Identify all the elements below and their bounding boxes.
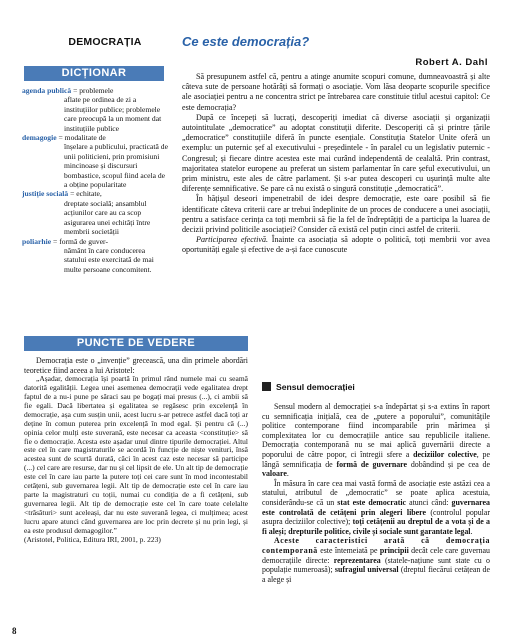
dictionary-term: demagogie bbox=[22, 133, 57, 143]
sense-text: decât cele care guvernau democrațiile directe: bbox=[262, 545, 491, 565]
sense-bold: Aceste caracteristici arată că democrația contemporană bbox=[262, 536, 490, 555]
sense-paragraph: Sensul modern al democrației s-a îndepărtat și s-a extins în raport cu semnificația inițială, cea de „putere a poporului”, comunitățile politice contemporane fiind incomparabile prin mărimea și complexitatea lor cu democrațiile antice sau republicile italiene. Democrația contemporană nu se mai aplică guvernării directe a poporului de către popor, ci întregii sfere a deciziilor colective, pe lângă semnificația de formă de guvernare dobândind și pe cea de valoare. bbox=[262, 402, 490, 479]
article-paragraph: După ce începeți să lucrați, descoperiți imediat că diverse asociații și organizații autointitulate „democratice” au adoptat constituții diferite. Descoperiți că și printre țările „democratice” constituțiile diferă în puncte esențiale. Constituția Statelor Unite oferă un exemplu: un puternic șef al executivului - președintele - în paralel cu un legislativ puternic - Congresul; și fiecare dintre acestea este mai curând independentă de cealaltă. Prin contrast, majoritatea statelor europene au preferat un sistem parlamentar în care șeful executivului, un prim ministru, este ales de către parlament. Și s-ar putea descoperi cu ușurință multe alte diferențe semnificative. Se pare că nu există o singură constituție „democratică”. bbox=[182, 112, 490, 194]
dictionary-term: justiție socială bbox=[22, 189, 69, 199]
dictionary-definition: aflate pe ordinea de zi a instituțiilor publice; problemele care preocupă la un moment dat instituțiile publice bbox=[64, 95, 162, 133]
sense-bold: toți cetățenii au dreptul de a vota și de a fi aleși; drepturile politice, civile și sociale sunt garantate legal bbox=[262, 517, 490, 536]
sense-bold: principii bbox=[379, 545, 409, 555]
sense-text: dobândind și pe cea de bbox=[407, 459, 490, 469]
dictionary-definition-start: = formă de guver- bbox=[51, 236, 108, 246]
sense-bold: guvernarea este controlată de cetățeni prin alegeri libere bbox=[262, 497, 490, 517]
sense-bold: stat este democratic bbox=[337, 497, 407, 507]
quote-text bbox=[24, 375, 248, 544]
sense-text: Sensul modern al democrației s-a îndepărtat și s-a extins în raport cu semnificația inițială, cea de „putere a poporului”, comunitățile politice contemporane fiind incomparabile prin mărimea și complexitatea lor cu democrațiile antice sau republicile italiene. Democrația contemporană nu se mai aplică guvernării directe a poporului de către popor, ci întregii sfere a bbox=[262, 402, 490, 459]
viewpoints-panel bbox=[24, 356, 248, 544]
dictionary-entry bbox=[22, 237, 168, 275]
article-title: Ce este democrația? bbox=[182, 34, 310, 49]
aristotle-quote bbox=[24, 375, 248, 544]
article-paragraph bbox=[182, 235, 490, 255]
sense-body bbox=[262, 402, 490, 584]
sense-text: atunci când: bbox=[406, 497, 452, 507]
dictionary-term: agenda publică bbox=[22, 86, 72, 95]
section-title: DEMOCRAȚIA bbox=[68, 36, 142, 48]
article-paragraph: În hățișul deseori impenetrabil de idei despre democrație, este oare posibil să fie identificate câteva criterii care ar trebui îndeplinite de un proces de conducere a unei asociații, pentru a satisface cerința ca toți membrii să fie la fel de îndreptățiți de a participa la luarea de decizii privind politicile asociației? Consider că există cel puțin cinci astfel de criterii. bbox=[182, 194, 490, 235]
quote-citation: (Aristotel, Politica, Editura IRI, 2001, p. 223) bbox=[24, 534, 161, 544]
sense-text: (dreptul fiecărui cetățean de a alege și bbox=[262, 565, 490, 584]
sense-text: (controlul popular asupra deciziilor colective); bbox=[262, 507, 490, 527]
sense-bold: sufragiul universal bbox=[334, 565, 399, 575]
dictionary-definition-start: = problemele bbox=[71, 86, 114, 95]
page-number: 8 bbox=[12, 626, 17, 636]
dictionary-definition-start: = echitate, bbox=[68, 189, 102, 199]
dictionary-definition: nământ în care conducerea statului este exercitată de mai multe persoane concomitent. bbox=[64, 245, 154, 274]
dictionary-entry bbox=[22, 133, 168, 189]
dictionary-header: DICȚIONAR bbox=[24, 66, 164, 81]
quote-body: „Așadar, democrația își poartă în primul rând numele mai cu seamă datorită egalității. Legea unei asemenea democrații vede egalitatea drept faptul de a nu-i pune pe săraci sau pe bogați mai presus (...), ci ambii să fie egali. Dacă libertatea și egalitatea se regăsesc prin excelență în democrație, așa cum susțin unii, acest lucru s-ar petrece astfel dacă toți ar deține în comun puterea prin excelență în mod egal. Și pentru că (...) opinia celor mulți este suverană, este necesar ca aceasta <constituție> să fie o democrație. Acesta este așadar unul dintre tipurile democrației. Altul este cel în care magistraturile se acordă în funcție de niște venituri, însă acestea sunt de scurtă durată, căci în acest caz este necesar să participe (...) cel care are resurse, dar nu și cel lipsit de ele. Un alt tip de democrație este cel în care iau parte la putere toți cei care sunt în mod incontestabil cetățeni, sub guvernarea legii. Alt tip de democrație este cel în care iau parte la magistraturi cu toții, numai cu condiția de a fi cetățeni, sub guvernarea legii. Alt tip de democrație este cel în care toate celelalte <trăsături> sunt aceleași, dar nu este suverană legea, ci mulțimea; acest lucru apare atunci când guvernarea are loc prin decrete și nu prin legi, și ea este produsul demagogilor.” bbox=[24, 374, 248, 535]
article-paragraph-text: Înainte ca asociația să adopte o politică, toți membrii vor avea oportunități egale și efective de a-și face cunoscute bbox=[182, 235, 490, 255]
sense-bold: reprezentarea bbox=[333, 555, 381, 565]
dictionary-definition-start: = modalitate de bbox=[56, 133, 106, 143]
dictionary-entry bbox=[22, 86, 168, 133]
article-paragraph-lead: Participarea efectivă. bbox=[196, 235, 269, 245]
square-bullet-icon bbox=[262, 382, 271, 391]
article-paragraph: Să presupunem astfel că, pentru a atinge anumite scopuri comune, dumneavoastră și alte câteva sute de persoane hotărâți să formați o asociație. Vom lăsa deoparte scopurile specifice ale asociației pentru a ne concentra strict pe întrebarea care constituie titlul acestui capitol: Ce este democrația? bbox=[182, 72, 490, 112]
sense-paragraph bbox=[262, 536, 490, 584]
sense-text: (statele-națiune sunt state cu o populație numeroasă); bbox=[262, 555, 490, 575]
dictionary-term: poliarhie bbox=[22, 236, 52, 246]
sense-text: În măsura în care cea mai vastă formă de asociație este astăzi cea a statului, atributul de „democratic” se poate aplica acestuia, considerându-se că un bbox=[262, 478, 490, 507]
article-author: Robert A. Dahl bbox=[415, 57, 488, 68]
sense-bold: formă de guvernare bbox=[336, 459, 408, 469]
sense-text: , pe lângă semnificația de bbox=[262, 449, 490, 469]
article-body bbox=[182, 72, 490, 256]
sense-heading bbox=[262, 382, 355, 392]
dictionary-entry bbox=[22, 189, 168, 236]
sense-text: este întemeiată pe bbox=[317, 545, 380, 555]
sense-bold: deciziilor colective bbox=[413, 449, 477, 459]
sense-paragraph: În măsura în care cea mai vastă formă de asociație este astăzi cea a statului, atributul de „democratic” se poate aplica acestuia, considerându-se că un stat este democratic atunci când: guvernarea este controlată de cetățeni prin alegeri libere (controlul popular asupra deciziilor colective); toți cetățenii au dreptul de a vota și de a fi aleși; drepturile politice, civile și sociale sunt garantate legal. bbox=[262, 478, 490, 536]
dictionary-panel bbox=[22, 86, 168, 274]
viewpoints-intro: Democrația este o „invenție” grecească, una din primele abordări teoretice fiind aceea a lui Aristotel: bbox=[24, 356, 248, 375]
sense-title: Sensul democrației bbox=[276, 382, 355, 392]
dictionary-definition: dreptate socială; ansamblul acțiunilor care au ca scop asigurarea unei echități între membrii societății bbox=[64, 198, 151, 237]
sense-bold: valoare bbox=[262, 469, 287, 479]
dictionary-definition: înșelare a publicului, practicată de unii politicieni, prin promisiuni mincinoase și discursuri bombastice, scopul fiind acela de a obține popularitate bbox=[64, 142, 168, 190]
viewpoints-header: PUNCTE DE VEDERE bbox=[24, 336, 248, 351]
